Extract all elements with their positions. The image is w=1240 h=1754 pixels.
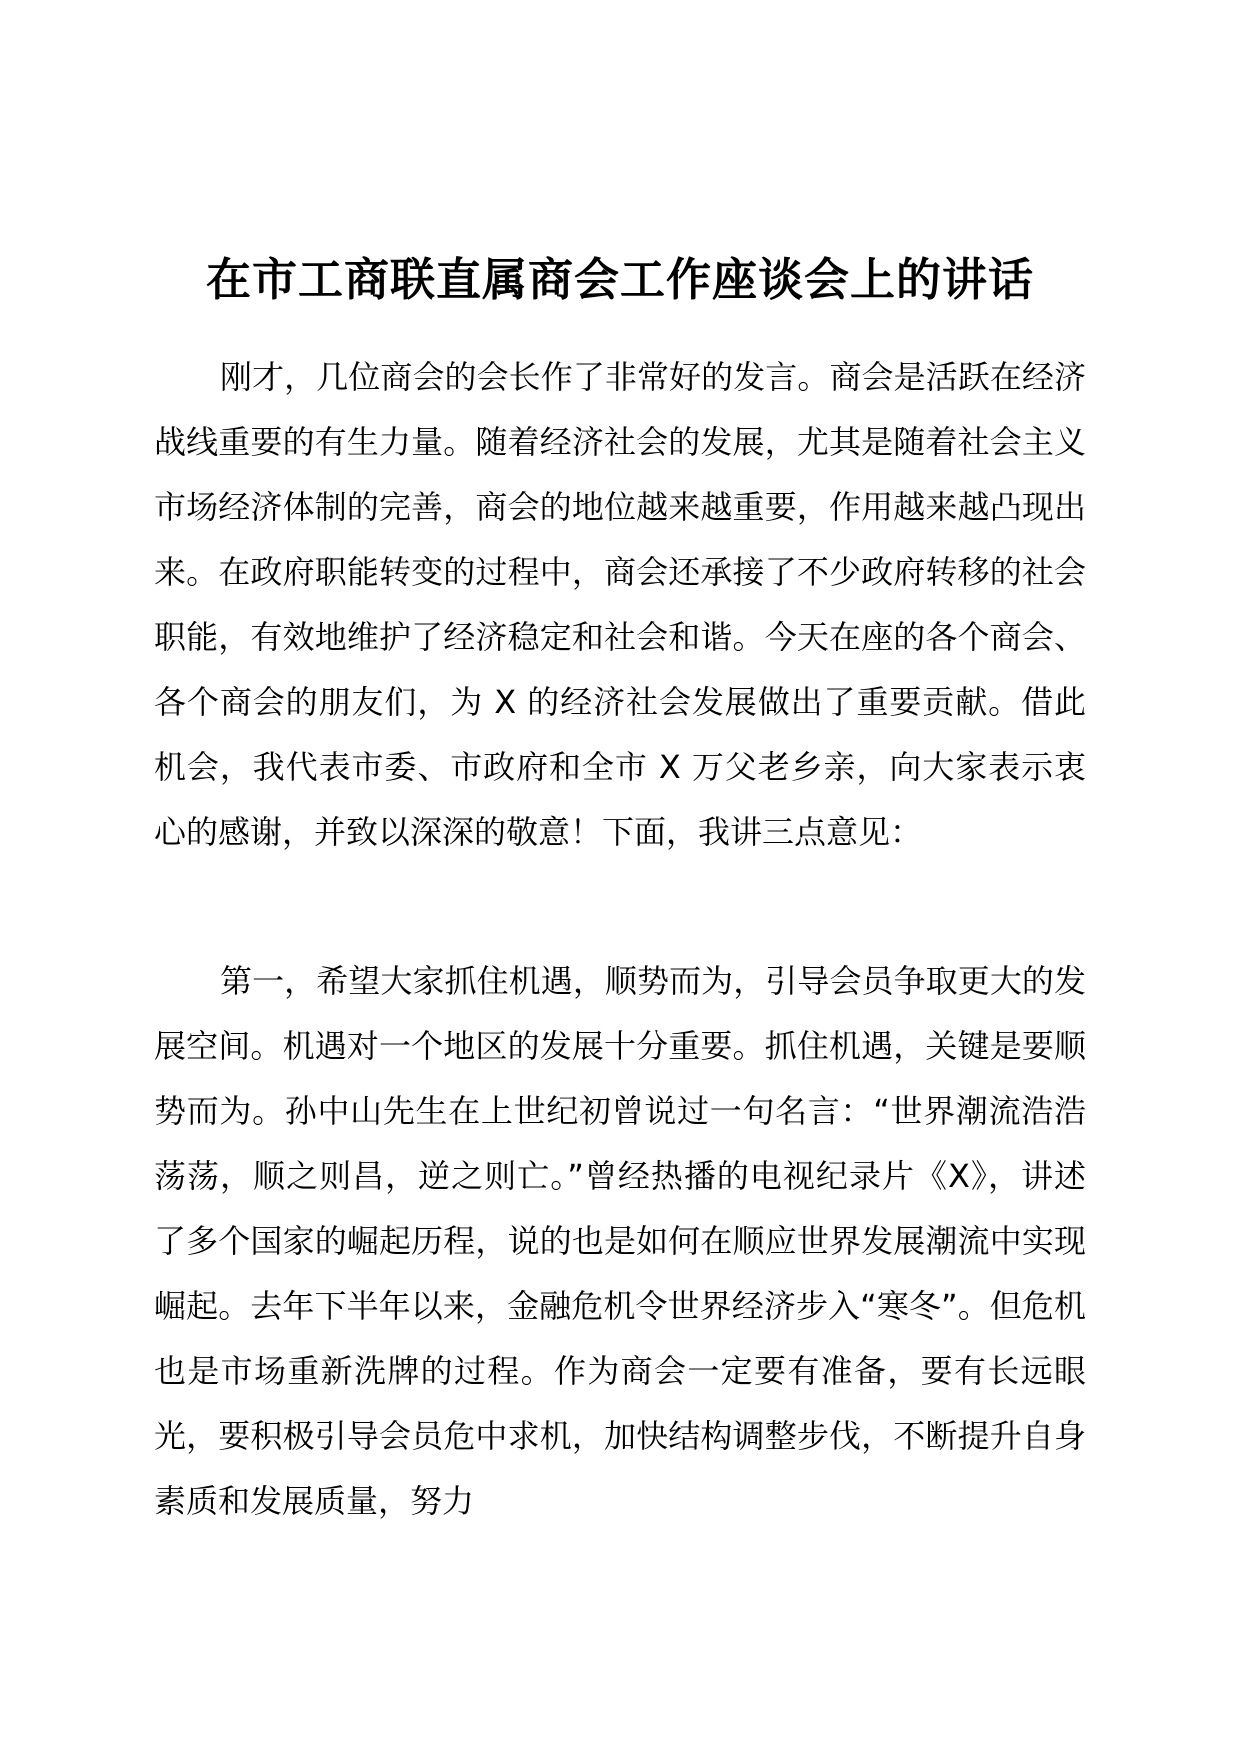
paragraph-first-point: 第一，希望大家抓住机遇，顺势而为，引导会员争取更大的发展空间。机遇对一个地区的发展十分重要。抓住机遇，关键是要顺势而为。孙中山先生在上世纪初曾说过一句名言：“世界潮流浩浩荡荡，顺之则昌，逆之则亡。”曾经热播的电视纪录片《X》，讲述了多个国家的崛起历程，说的也是如何在顺应世界发展潮流中实现崛起。去年下半年以来，金融危机令世界经济步入“寒冬”。但危机也是市场重新洗牌的过程。作为商会一定要有准备，要有长远眼光，要积极引导会员危中求机，加快结构调整步伐，不断提升自身素质和发展质量，努力 (154, 962, 1086, 1520)
document-title: 在市工商联直属商会工作座谈会上的讲话 (205, 253, 1034, 306)
paragraph-opening: 刚才，几位商会的会长作了非常好的发言。商会是活跃在经济战线重要的有生力量。随着经济社会的发展，尤其是随着社会主义市场经济体制的完善，商会的地位越来越重要，作用越来越凸现出来。在政府职能转变的过程中，商会还承接了不少政府转移的社会职能，有效地维护了经济稳定和社会和谐。今天在座的各个商会、各个商会的朋友们，为 X 的经济社会发展做出了重要贡献。借此机会，我代表市委、市政府和全市 X 万父老乡亲，向大家表示衷心的感谢，并致以深深的敬意！下面，我讲三点意见： (154, 358, 1086, 851)
